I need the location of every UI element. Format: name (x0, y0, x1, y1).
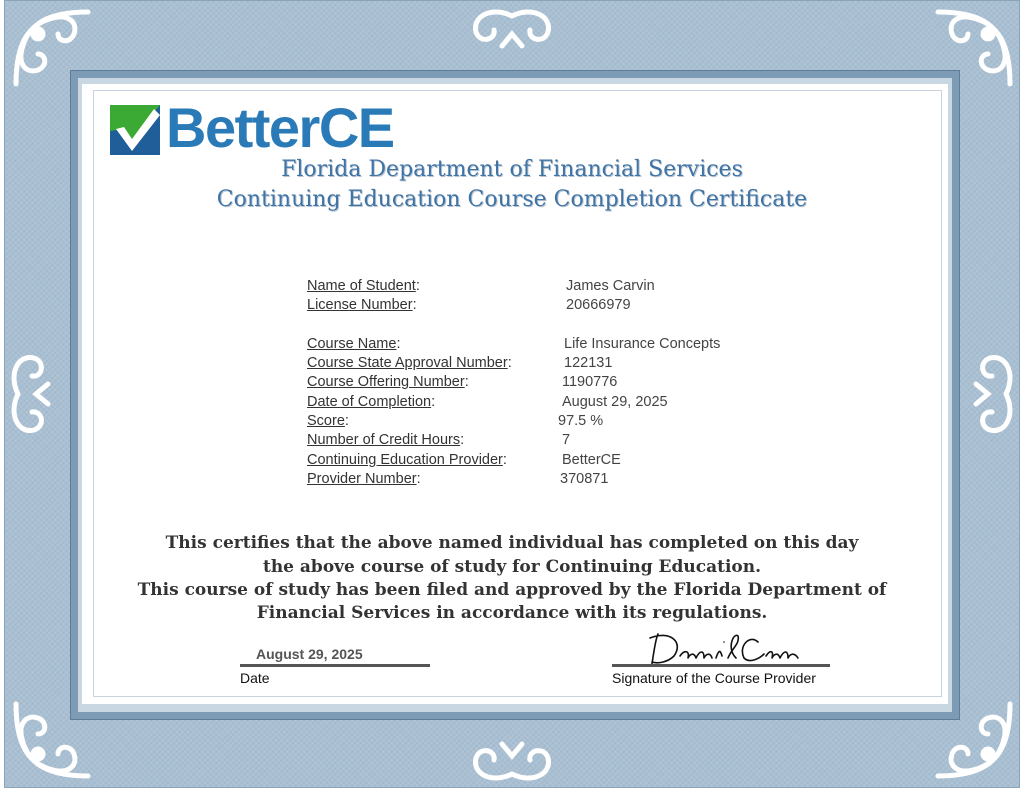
field-label-course-name: Course Name: (307, 336, 401, 352)
corner-ornament-bottom-right (928, 694, 1018, 784)
field-label-completion-date: Date of Completion: (307, 394, 436, 410)
field-label-student-name: Name of Student: (307, 278, 420, 294)
field-value-completion-date: August 29, 2025 (562, 394, 668, 410)
field-value-provider-number: 370871 (560, 471, 609, 487)
certification-statement-line: the above course of study for Continuing Education. (262, 557, 762, 577)
signed-date: August 29, 2025 (256, 646, 363, 662)
field-value-license-number: 20666979 (566, 297, 631, 313)
field-label-score: Score: (307, 413, 349, 429)
field-value-provider: BetterCE (562, 452, 621, 468)
corner-ornament-top-right (928, 4, 1018, 94)
corner-ornament-bottom-left (8, 694, 98, 784)
edge-ornament-top (462, 6, 562, 56)
field-value-approval-number: 122131 (564, 355, 613, 371)
signature-label: Signature of the Course Provider (612, 670, 816, 686)
edge-ornament-bottom (462, 734, 562, 784)
date-label: Date (240, 670, 270, 686)
field-value-student-name: James Carvin (566, 278, 655, 294)
certificate-subtitle: Continuing Education Course Completion Certificate (216, 187, 808, 212)
certification-statement-line: This course of study has been filed and approved by the Florida Department of (137, 580, 887, 600)
field-value-course-name: Life Insurance Concepts (564, 336, 721, 352)
field-label-provider: Continuing Education Provider: (307, 452, 507, 468)
field-label-credit-hours: Number of Credit Hours: (307, 432, 465, 448)
certificate-title: Florida Department of Financial Services (281, 157, 743, 182)
edge-ornament-left (8, 344, 58, 444)
provider-signature (640, 628, 810, 668)
provider-signature-line (612, 664, 830, 667)
field-label-license-number: License Number: (307, 297, 417, 313)
brand-logo-text: BetterCE (166, 96, 394, 159)
date-signature-line (240, 664, 430, 667)
certification-statement-line: Financial Services in accordance with its regulations. (256, 603, 768, 623)
field-value-score: 97.5 % (558, 413, 604, 429)
edge-ornament-right (966, 344, 1016, 444)
field-value-credit-hours: 7 (562, 432, 571, 448)
field-value-offering-number: 1190776 (562, 374, 618, 390)
field-label-approval-number: Course State Approval Number: (307, 355, 512, 371)
certification-statement-line: This certifies that the above named individual has completed on this day (165, 533, 859, 553)
field-label-provider-number: Provider Number: (307, 471, 421, 487)
field-label-offering-number: Course Offering Number: (307, 374, 469, 390)
corner-ornament-top-left (8, 4, 98, 94)
checkmark-logo-icon (110, 105, 160, 155)
